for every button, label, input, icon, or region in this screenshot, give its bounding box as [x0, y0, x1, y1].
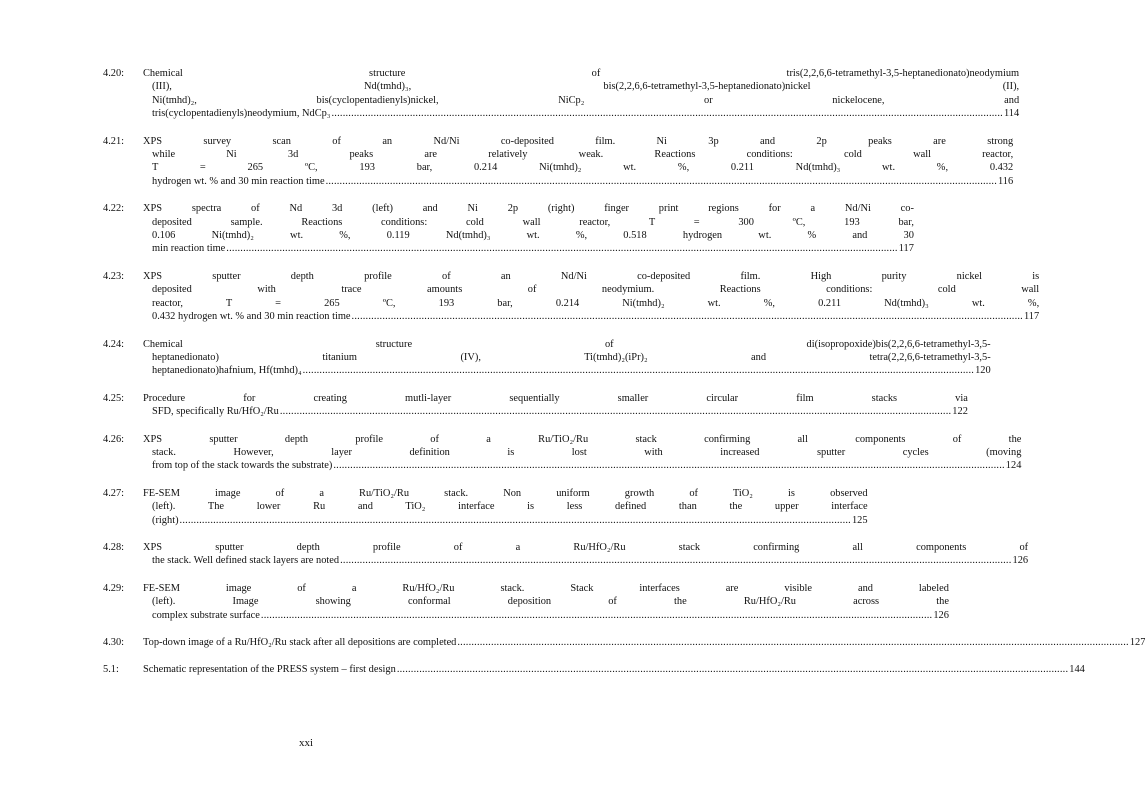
caption-line: XPS survey scan of an Nd/Ni co-deposited film. Ni 3p and 2p peaks are strong: [143, 135, 1014, 147]
caption-last-line: [143, 175, 1013, 188]
figure-caption: [143, 338, 991, 378]
dot-leader: [303, 364, 974, 377]
toc-entry: [103, 392, 968, 419]
caption-line: (III), Nd(tmhd)₃, bis(2,2,6,6-tetramethyl-3,5-heptanedionato)nickel (II),: [152, 81, 1020, 93]
caption-line: XPS sputter depth profile of a Ru/TiO₂/Ru stack confirming all components of the: [143, 433, 1022, 445]
page-reference: 117: [898, 243, 914, 255]
caption-line: heptanedionato)hafnium, Hf(tmhd)₄: [152, 365, 302, 377]
caption-line: the stack. Well defined stack layers are noted: [152, 555, 340, 567]
figure-number: 4.23:: [103, 270, 125, 282]
caption-last-line: [143, 636, 1145, 649]
page-reference: 120: [975, 365, 991, 377]
dot-leader: [352, 310, 1023, 323]
caption-line: heptanedionato) titanium (IV), Ti(tmhd)₂(iPr)₂ and tetra(2,2,6,6-tetramethyl-3,5-: [152, 351, 991, 363]
dot-leader: [326, 175, 997, 188]
caption-line: (left). Image showing conformal deposition of the Ru/HfO₂/Ru across the: [152, 596, 949, 608]
caption-line: while Ni 3d peaks are relatively weak. Reactions conditions: cold wall reactor,: [152, 149, 1014, 161]
dot-leader: [340, 554, 1011, 567]
toc-entry: [103, 487, 868, 527]
page-reference: 114: [1003, 108, 1020, 120]
caption-line: FE-SEM image of a Ru/HfO₂/Ru stack. Stack interfaces are visible and labeled: [143, 582, 949, 594]
figure-caption: [143, 270, 1039, 324]
page-reference: 117: [1023, 311, 1040, 323]
figure-number: 4.22:: [103, 203, 125, 215]
figure-number: 4.28:: [103, 541, 125, 553]
figure-caption: [143, 433, 1021, 473]
caption-last-line: [143, 310, 1039, 323]
caption-line: complex substrate surface: [152, 609, 260, 621]
caption-last-line: [143, 405, 968, 418]
figure-caption: [143, 67, 1019, 121]
figure-number: 4.26:: [103, 433, 125, 445]
caption-line: FE-SEM image of a Ru/TiO₂/Ru stack. Non uniform growth of TiO₂ is observed: [143, 487, 868, 499]
caption-line: 0.432 hydrogen wt. % and 30 min reaction time: [152, 311, 351, 323]
caption-line: stack. However, layer definition is lost with increased sputter cycles (moving: [152, 446, 1022, 458]
caption-line: Ni(tmhd)₂, bis(cyclopentadienyls)nickel, NiCp₂ or nickelocene, and: [152, 94, 1020, 106]
caption-last-line: [143, 554, 1028, 567]
caption-line: Procedure for creating mutli-layer sequentially smaller circular film stacks via: [143, 392, 968, 404]
toc-entry: [103, 433, 1022, 473]
page-number: xxi: [298, 737, 314, 749]
caption-line: min reaction time: [152, 243, 226, 255]
figure-number: 4.29:: [103, 582, 125, 594]
toc-entry: [103, 135, 1014, 189]
figure-number: 4.24:: [103, 338, 125, 350]
caption-last-line: [143, 609, 949, 622]
caption-line: 0.106 Ni(tmhd)₂ wt. %, 0.119 Nd(tmhd)₃ wt. %, 0.518 hydrogen wt. % and 30: [152, 230, 914, 242]
figure-caption: [143, 202, 914, 256]
page-reference: 144: [1069, 664, 1085, 676]
page-reference: 125: [851, 514, 868, 526]
caption-last-line: [143, 459, 1021, 472]
figure-number: 4.27:: [103, 487, 125, 499]
figure-number: 4.25:: [103, 392, 125, 404]
toc-entry: [103, 270, 1040, 324]
page-reference: 116: [998, 175, 1014, 187]
caption-last-line: [143, 663, 1085, 676]
caption-line: tris(cyclopentadienyls)neodymium, NdCp₃: [152, 108, 331, 120]
figure-caption: [143, 135, 1013, 189]
caption-line: from top of the stack towards the substrate): [152, 460, 333, 472]
caption-last-line: [143, 364, 991, 377]
caption-line: reactor, T = 265 ºC, 193 bar, 0.214 Ni(tmhd)₂ wt. %, 0.211 Nd(tmhd)₃ wt. %,: [152, 297, 1040, 309]
dot-leader: [180, 514, 851, 527]
caption-line: Chemical structure of di(isopropoxide)bis(2,2,6,6-tetramethyl-3,5-: [143, 338, 991, 350]
toc-entry: [103, 67, 1020, 121]
page-reference: 122: [952, 406, 968, 418]
list-of-figures: [103, 67, 1145, 691]
figure-caption: [143, 663, 1085, 676]
figure-caption: [143, 541, 1028, 568]
caption-line: XPS sputter depth profile of an Nd/Ni co-deposited film. High purity nickel is: [143, 270, 1040, 282]
page-reference: 124: [1005, 460, 1022, 472]
figure-caption: [143, 487, 868, 527]
dot-leader: [261, 609, 932, 622]
dot-leader: [457, 636, 1128, 649]
toc-entry: [103, 202, 914, 256]
caption-last-line: [143, 107, 1019, 120]
figure-number: 4.21:: [103, 135, 125, 147]
toc-entry: [103, 582, 949, 622]
caption-line: T = 265 ºC, 193 bar, 0.214 Ni(tmhd)₂ wt. %, 0.211 Nd(tmhd)₃ wt. %, 0.432: [152, 162, 1014, 174]
toc-entry: [103, 338, 991, 378]
toc-entry: [103, 541, 1029, 568]
dot-leader: [397, 663, 1068, 676]
caption-line: Schematic representation of the PRESS system – first design: [143, 664, 396, 676]
dot-leader: [280, 405, 951, 418]
caption-line: Top-down image of a Ru/HfO₂/Ru stack after all depositions are completed: [143, 637, 457, 648]
dot-leader: [226, 242, 897, 255]
dot-leader: [332, 107, 1003, 120]
caption-line: XPS sputter depth profile of a Ru/HfO₂/Ru stack confirming all components of: [143, 541, 1029, 553]
dot-leader: [333, 459, 1004, 472]
caption-line: Chemical structure of tris(2,2,6,6-tetramethyl-3,5-heptanedionato)neodymium: [143, 68, 1020, 79]
caption-line: XPS spectra of Nd 3d (left) and Ni 2p (right) finger print regions for a Nd/Ni co-: [143, 203, 914, 215]
caption-line: deposited sample. Reactions conditions: cold wall reactor, T = 300 ºC, 193 bar,: [152, 216, 914, 228]
figure-caption: [143, 636, 1145, 649]
caption-line: (right): [152, 514, 179, 526]
page-reference: 127: [1129, 637, 1145, 648]
caption-last-line: [143, 514, 868, 527]
page-reference: 126: [1012, 555, 1029, 567]
figure-number: 4.30:: [103, 637, 125, 648]
figure-caption: [143, 392, 968, 419]
caption-line: deposited with trace amounts of neodymium. Reactions conditions: cold wall: [152, 284, 1040, 296]
page-reference: 126: [933, 609, 949, 621]
caption-last-line: [143, 242, 914, 255]
caption-line: hydrogen wt. % and 30 min reaction time: [152, 175, 325, 187]
toc-entry: [103, 636, 1145, 649]
figure-number: 5.1:: [103, 664, 119, 676]
caption-line: (left). The lower Ru and TiO₂ interface is less defined than the upper interface: [152, 501, 868, 513]
toc-entry: [103, 663, 1085, 676]
figure-number: 4.20:: [103, 68, 125, 79]
caption-line: SFD, specifically Ru/HfO₂/Ru: [152, 406, 279, 418]
figure-caption: [143, 582, 949, 622]
